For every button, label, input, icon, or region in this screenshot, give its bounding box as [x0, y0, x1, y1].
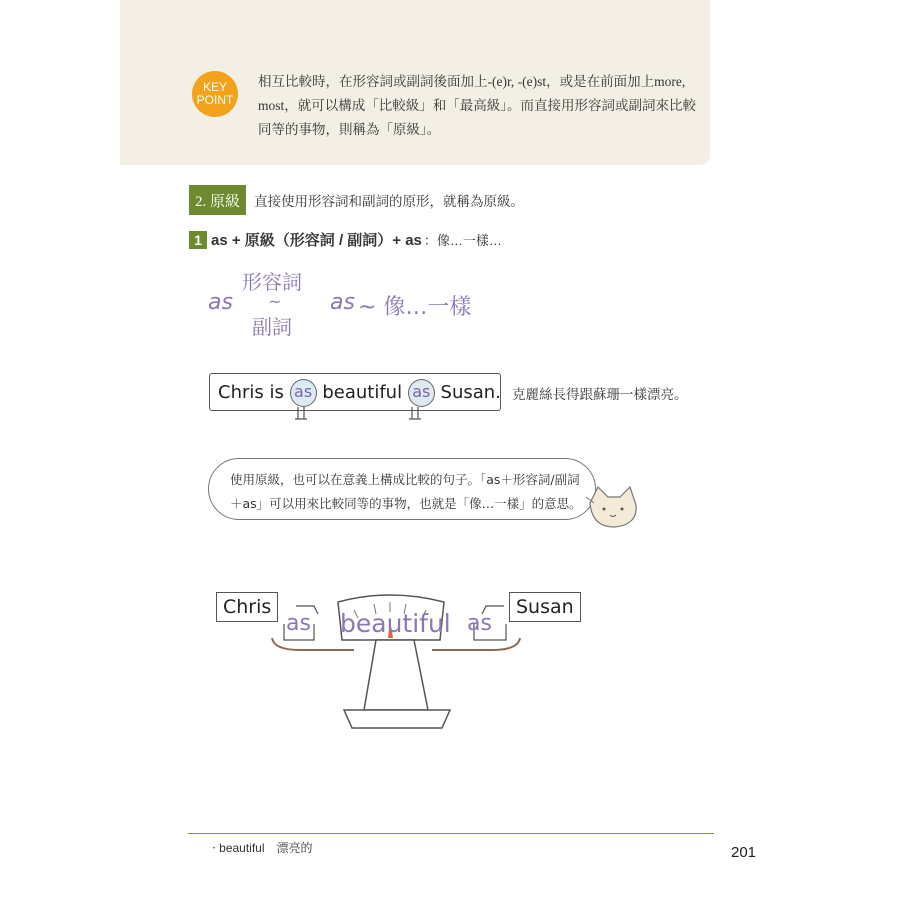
- scale-as-left: as: [286, 611, 311, 636]
- speech-text: 使用原級，也可以在意義上構成比較的句子。「as＋形容詞/副詞＋as」可以用來比較同等的事物，也就是「像…一樣」的意思。: [230, 472, 582, 511]
- key-point-text: 相互比較時，在形容詞或副詞後面加上-(e)r, -(e)st，或是在前面加上more, most，就可以構成「比較級」和「最高級」。而直接用形容詞或副詞來比較同等的事物，則稱為「原級」。: [258, 74, 697, 137]
- scale-as-right: as: [467, 611, 492, 636]
- subheading-number: 1: [189, 231, 207, 249]
- footer-divider: [188, 833, 714, 834]
- as-bubble-right: as: [408, 379, 435, 407]
- formula-as-left: as: [208, 290, 233, 315]
- example-adjective: beautiful: [322, 382, 403, 403]
- scale-word: beautiful: [340, 609, 451, 638]
- example-part2: Susan.: [440, 382, 501, 403]
- footer-vocab-note: ‧ beautiful 漂亮的: [212, 841, 313, 855]
- key-point-badge-line1: KEY: [202, 80, 227, 94]
- formula-adjective: 形容詞: [242, 270, 302, 294]
- subheading: [189, 229, 502, 250]
- section-label: 2. 原級: [189, 185, 246, 215]
- scale-name-right: Susan: [509, 592, 581, 622]
- example-part1: Chris is: [218, 382, 284, 403]
- section-description: 直接使用形容詞和副詞的原形，就稱為原級。: [254, 194, 524, 209]
- formula-adverb: 副詞: [252, 315, 292, 339]
- formula-meaning: ~ 像…一樣: [358, 295, 472, 320]
- example-translation: 克麗絲長得跟蘇珊一樣漂亮。: [512, 387, 688, 402]
- cat-icon: [586, 483, 656, 533]
- as-bubble-left: as: [290, 379, 317, 407]
- subheading-tail: ：像…一樣…: [423, 233, 502, 248]
- formula-as-right: as: [330, 290, 355, 315]
- example-sentence: [218, 379, 501, 407]
- scale-name-left: Chris: [216, 592, 278, 622]
- subheading-text: as + 原級（形容詞 / 副詞）+ as: [211, 232, 422, 249]
- bubble-stick-figures: [288, 405, 428, 427]
- key-point-badge-line2: POINT: [196, 93, 234, 107]
- key-point-badge: [192, 71, 238, 117]
- page-number: 201: [731, 844, 757, 861]
- formula-tilde: ~: [268, 292, 282, 311]
